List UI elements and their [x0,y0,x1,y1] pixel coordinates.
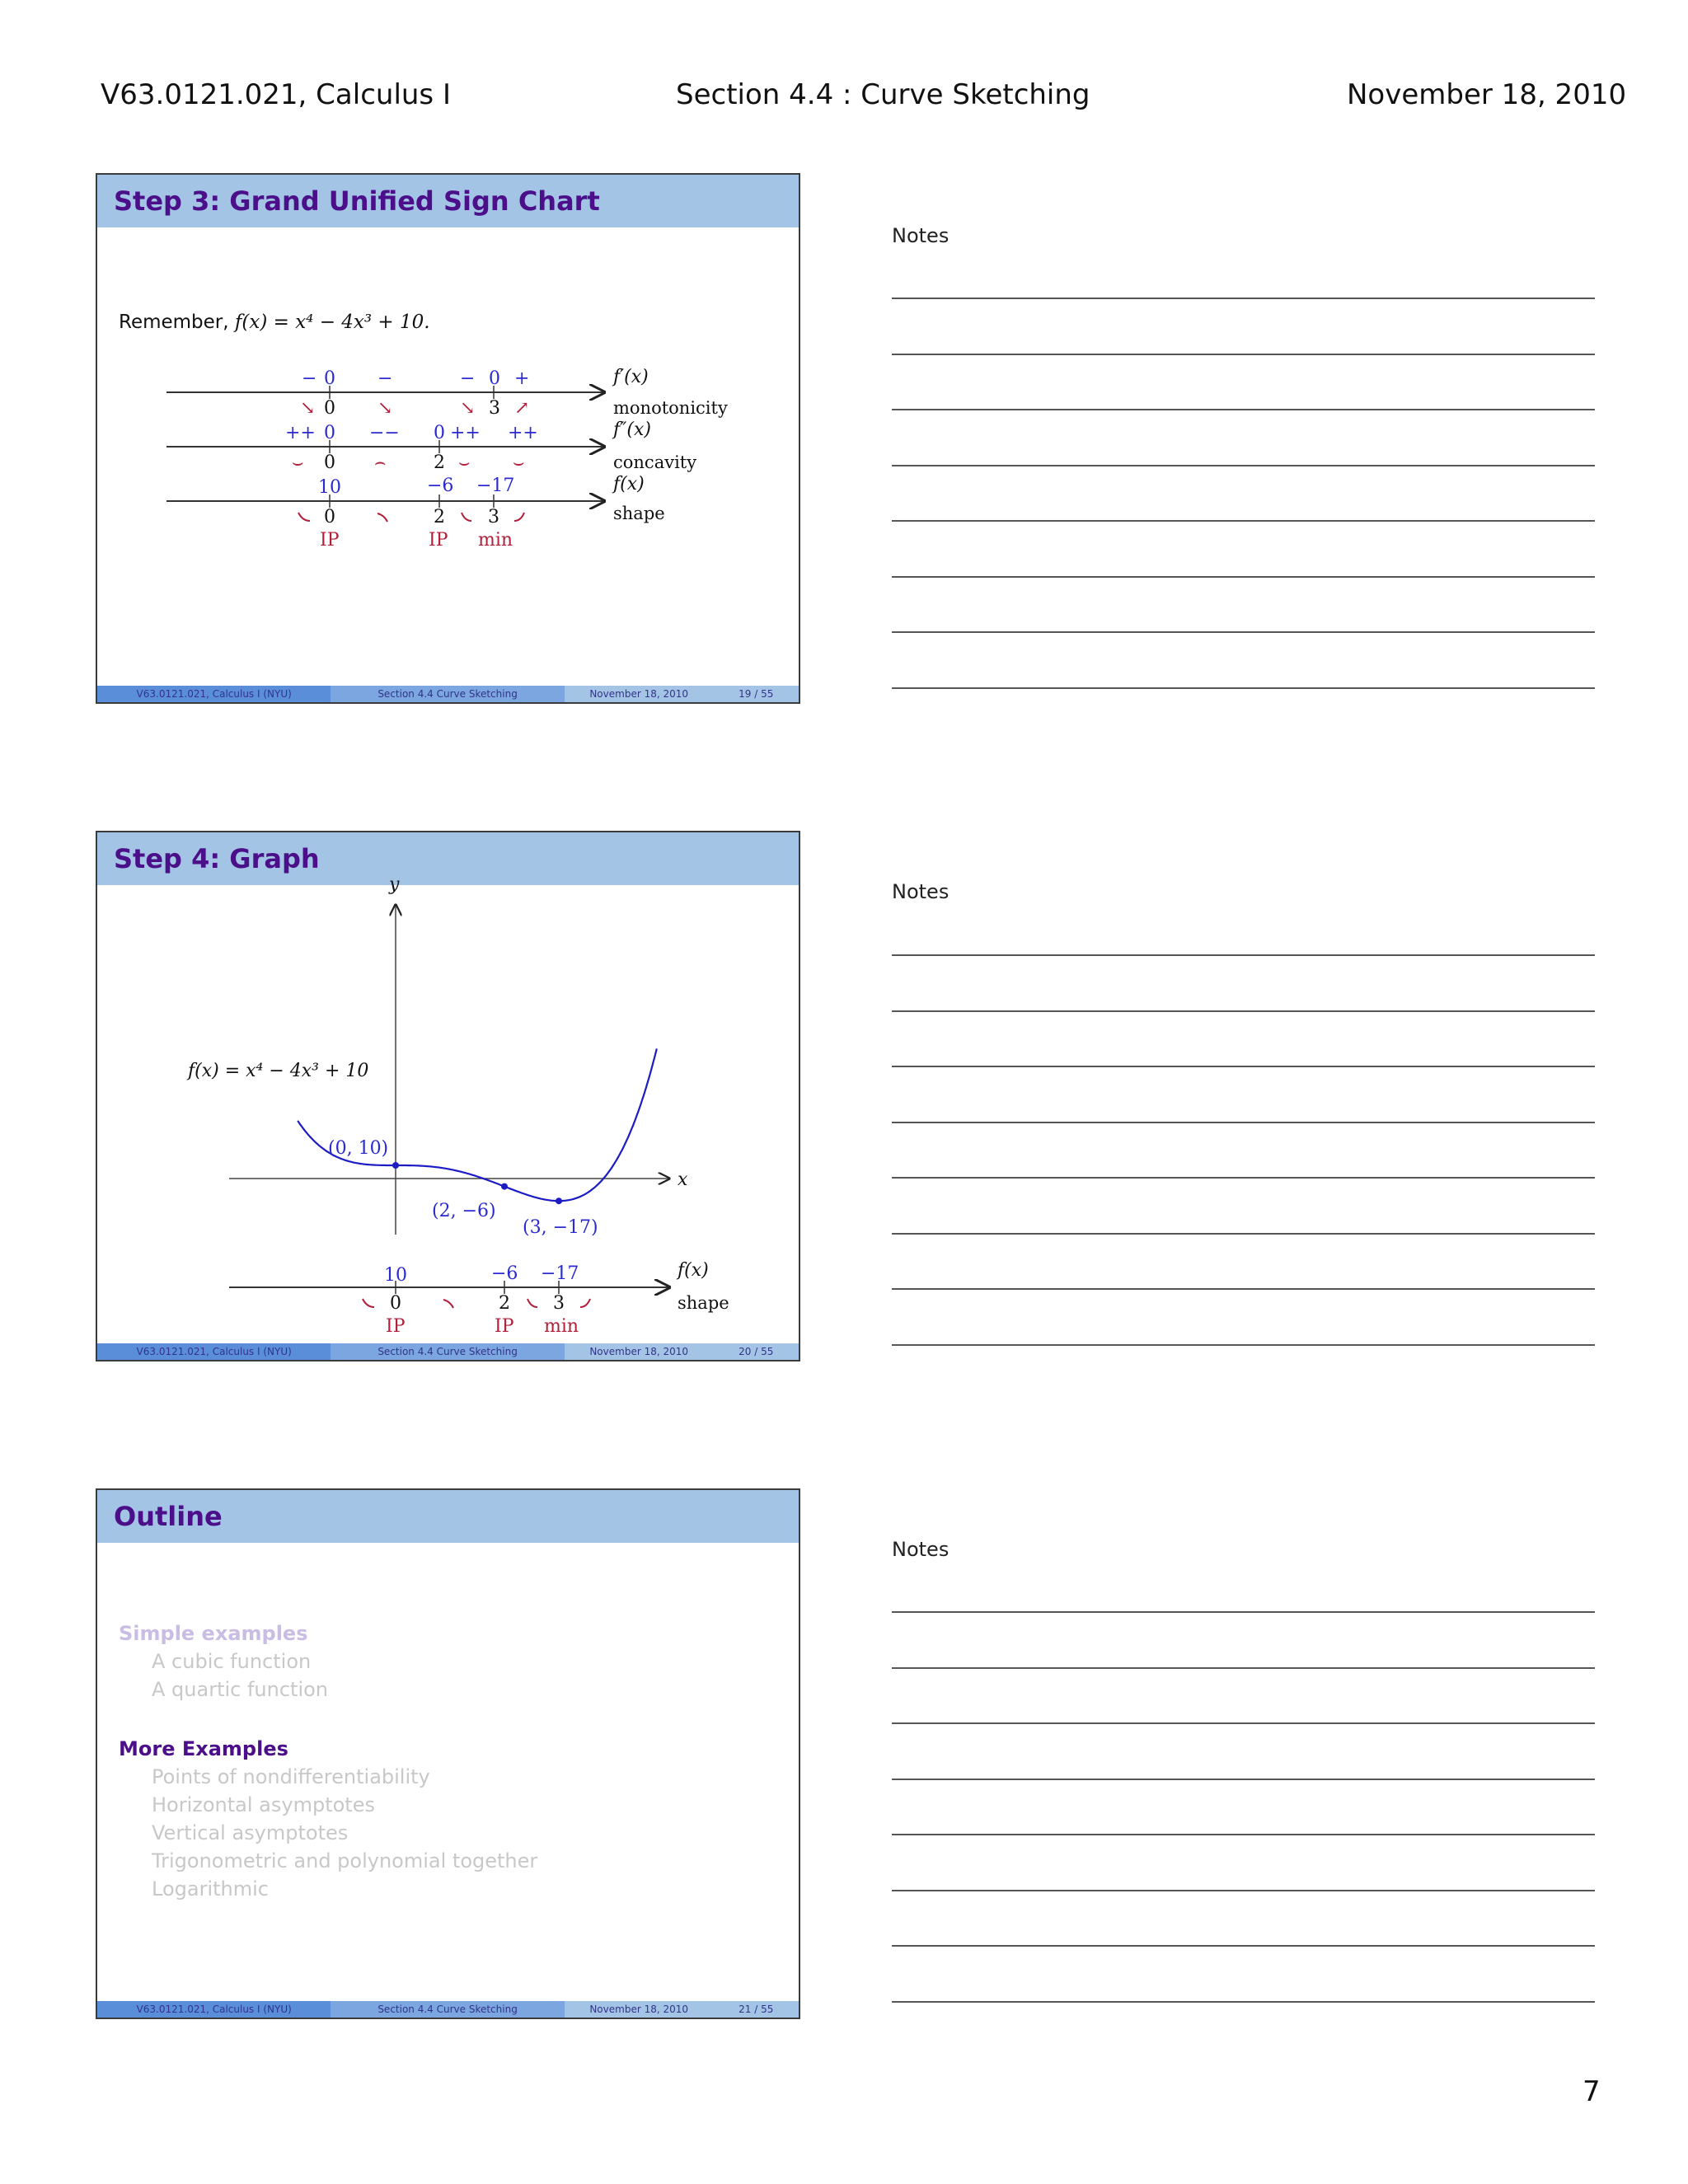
graph-shape-label: shape [678,1293,729,1313]
conc-label: concavity [613,452,697,472]
conc-mark-4: 2 [434,452,445,473]
y-axis-label: y [389,874,400,895]
note-line [892,1611,1595,1613]
formula: f(x) = x⁴ − 4x³ + 10. [234,312,430,333]
fprime-sign-3: − [377,368,393,389]
shape-point-3: 3 [488,507,499,527]
graph-fval-2: −6 [491,1263,518,1284]
fsecond-label: f″(x) [613,419,651,440]
page-number: 7 [1582,2075,1601,2108]
graph-f-label: f(x) [678,1260,709,1281]
outline-item-vertical[interactable]: Vertical asymptotes [152,1821,349,1844]
conc-mark-3: ⌢ [374,452,387,473]
graph-point-1 [501,1183,508,1190]
shape-tag-2: IP [429,530,448,551]
note-line [892,1122,1595,1123]
note-line [892,1890,1595,1891]
conc-mark-1: ⌣ [292,452,304,473]
shape-point-2: 2 [434,507,445,527]
slide-page: 21 / 55 [738,2004,774,2015]
mono-mark-6: ↗ [514,398,530,419]
outline-item-cubic[interactable]: A cubic function [152,1650,312,1673]
note-line [892,1945,1595,1947]
outline-item-trig[interactable]: Trigonometric and polynomial together [152,1849,538,1872]
point-label-0-10: (0, 10) [328,1138,389,1159]
mono-mark-2: 0 [324,398,335,419]
note-line [892,631,1595,633]
note-line [892,1779,1595,1780]
conc-mark-6: ⌣ [513,452,525,473]
fval-2: −6 [427,476,454,496]
note-line [892,2001,1595,2003]
mono-label: monotonicity [613,398,728,418]
note-line [892,298,1595,299]
graph-tag-1: IP [386,1316,406,1337]
shape-point-1: 0 [324,507,335,527]
function-graph [97,832,799,1360]
note-line [892,1722,1595,1724]
header-date: November 18, 2010 [1347,78,1627,111]
slide-page: 19 / 55 [738,688,774,700]
note-line [892,354,1595,355]
note-line [892,1177,1595,1179]
note-line [892,1233,1595,1235]
shape-tag-3: min [478,530,513,551]
slide-title: Outline [97,1490,799,1543]
point-label-2-6: (2, −6) [432,1201,496,1221]
graph-point-0 [392,1162,399,1169]
slide-19 [96,173,800,704]
slide-20 [96,831,800,1361]
fsecond-sign-2: 0 [324,423,335,443]
mono-mark-5: 3 [489,398,500,419]
mono-mark-1: ↘ [300,398,316,419]
note-line [892,576,1595,578]
fsecond-sign-4: 0 [434,423,445,443]
fval-1: 10 [318,477,341,498]
note-line [892,1010,1595,1012]
note-line [892,465,1595,466]
graph-fval-3: −17 [541,1263,579,1284]
fprime-sign-2: 0 [324,368,335,389]
fval-3: −17 [476,476,515,496]
note-line [892,1066,1595,1067]
outline-item-log[interactable]: Logarithmic [152,1877,269,1900]
note-line [892,1834,1595,1835]
fprime-sign-1: − [302,368,317,389]
slide-title: Step 3: Grand Unified Sign Chart [97,175,799,227]
conc-mark-5: ⌣ [458,452,471,473]
graph-point-2 [556,1197,562,1204]
outline-item-nondiff[interactable]: Points of nondifferentiability [152,1765,430,1788]
sign-chart [97,175,799,702]
outline-list [119,1622,537,1900]
graph-crit-3: 3 [553,1293,565,1314]
shape-tag-1: IP [320,530,340,551]
slide-footer: V63.0121.021, Calculus I (NYU) Section 4.4 Curve Sketching November 18, 2010 19 / 55 [97,686,799,702]
notes-label-1: Notes [892,224,950,247]
graph-crit-1: 0 [390,1293,401,1314]
note-line [892,1344,1595,1346]
fsecond-sign-5: ++ [450,423,481,443]
note-line [892,954,1595,956]
fprime-label: f′(x) [613,367,649,387]
fprime-sign-6: + [514,368,530,389]
notes-label-3: Notes [892,1538,950,1561]
notes-label-2: Notes [892,880,950,903]
header-course: V63.0121.021, Calculus I [101,78,451,111]
fprime-sign-4: − [460,368,476,389]
f-label: f(x) [613,474,645,494]
fsecond-sign-3: −− [369,423,400,443]
graph-tag-2: IP [495,1316,514,1337]
note-line [892,520,1595,522]
graph-tag-3: min [544,1316,579,1337]
function-label: f(x) = x⁴ − 4x³ + 10 [188,1061,369,1081]
conc-mark-2: 0 [324,452,335,473]
point-label-3-17: (3, −17) [523,1217,598,1238]
fsecond-sign-6: ++ [508,423,538,443]
mono-mark-4: ↘ [460,398,476,419]
outline-section-more-examples[interactable]: More Examples [119,1737,288,1760]
graph-crit-2: 2 [499,1293,510,1314]
slide-footer: V63.0121.021, Calculus I (NYU) Section 4.4 Curve Sketching November 18, 2010 21 / 55 [97,2001,799,2018]
outline-item-quartic[interactable]: A quartic function [152,1678,329,1701]
note-line [892,1667,1595,1669]
outline-section-simple-examples[interactable]: Simple examples [119,1622,308,1645]
graph-fval-1: 10 [384,1265,407,1286]
fsecond-sign-1: ++ [285,423,316,443]
note-line [892,1288,1595,1290]
x-axis-label: x [678,1169,688,1190]
slide-21 [96,1488,800,2019]
slide-page: 20 / 55 [738,1346,774,1357]
shape-label: shape [613,504,665,523]
fprime-sign-5: 0 [489,368,500,389]
slide-title: Step 4: Graph [97,832,799,885]
header-section: Section 4.4 : Curve Sketching [676,78,1090,111]
outline-item-horizontal[interactable]: Horizontal asymptotes [152,1793,375,1816]
note-line [892,687,1595,689]
note-line [892,409,1595,410]
mono-mark-3: ↘ [377,398,393,419]
remember-text: Remember, f(x) = x⁴ − 4x³ + 10. [119,312,430,333]
slide-footer: V63.0121.021, Calculus I (NYU) Section 4.4 Curve Sketching November 18, 2010 20 / 55 [97,1343,799,1360]
